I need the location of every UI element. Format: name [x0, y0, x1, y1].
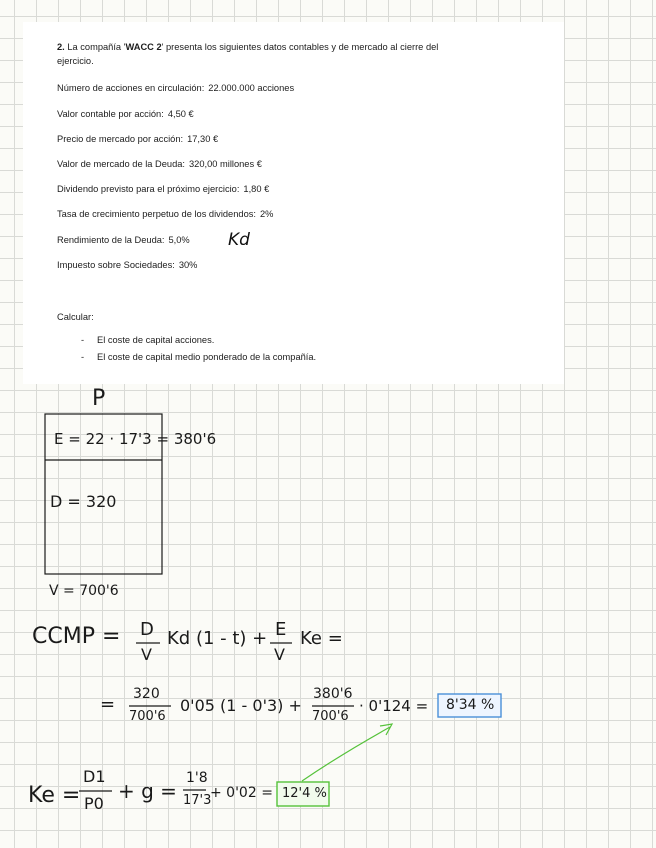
- ke-d1: D1: [83, 767, 106, 786]
- ke-result: 12'4 %: [282, 786, 327, 801]
- ke-num-18: 1'8: [186, 770, 208, 786]
- ke-plus-g: + g =: [118, 779, 177, 803]
- bullet-item: - El coste de capital medio ponderado de la compañía.: [81, 352, 316, 369]
- row-label: Tasa de crecimiento perpetuo de los dividendos:: [57, 209, 256, 219]
- equity-equation: E = 22 · 17'3 = 380'6: [54, 430, 217, 448]
- sub-equals: =: [100, 694, 116, 715]
- row-label: Número de acciones en circulación:: [57, 83, 205, 93]
- problem-number: 2.: [57, 42, 65, 52]
- green-arrow: [302, 727, 390, 781]
- ccmp-v2: V: [274, 645, 285, 664]
- ke-tail: + 0'02 =: [210, 785, 273, 801]
- row-value: 320,00 millones €: [189, 159, 262, 169]
- ccmp-v1: V: [141, 645, 152, 664]
- row-value: 1,80 €: [243, 184, 270, 194]
- row-value: 17,30 €: [187, 134, 219, 144]
- calc-title: Calcular:: [57, 312, 94, 322]
- company-name: WACC 2: [125, 42, 162, 52]
- total-value: V = 700'6: [49, 583, 119, 599]
- sub-den-7006: 700'6: [129, 709, 166, 724]
- row-label: Valor de mercado de la Deuda:: [57, 159, 185, 169]
- ccmp-kd: Kd (1 - t) +: [167, 628, 268, 649]
- row-value: 22.000.000 acciones: [208, 83, 295, 93]
- intro-text-a: La compañía ': [64, 42, 126, 52]
- ccmp-d: D: [140, 619, 154, 640]
- ccmp-label: CCMP =: [32, 624, 121, 649]
- row-label: Impuesto sobre Sociedades:: [57, 260, 175, 270]
- sub-tail: · 0'124 =: [359, 697, 429, 715]
- row-label: Dividendo previsto para el próximo ejercicio:: [57, 184, 240, 194]
- row-value: 4,50 €: [167, 109, 194, 119]
- wacc-result: 8'34 %: [446, 697, 495, 713]
- intro-text-c: ejercicio.: [57, 56, 94, 66]
- sub-num-320: 320: [133, 686, 160, 702]
- row-value: 5,0%: [168, 235, 190, 245]
- box-header-p: P: [92, 386, 106, 411]
- intro-text-b: ' presenta los siguientes datos contables y de mercado al cierre del: [161, 42, 439, 52]
- row-value: 30%: [178, 260, 198, 270]
- kd-handwritten-note: Kd: [228, 230, 250, 250]
- sub-middle: 0'05 (1 - 0'3) +: [180, 696, 302, 715]
- ccmp-ke: Ke =: [300, 628, 343, 649]
- sub-den-7006-b: 700'6: [312, 709, 349, 724]
- ke-den-173: 17'3: [183, 793, 212, 808]
- sub-num-3806: 380'6: [313, 686, 353, 702]
- bullet-item: - El coste de capital acciones.: [81, 335, 316, 352]
- row-label: Valor contable por acción:: [57, 109, 164, 119]
- row-label: Precio de mercado por acción:: [57, 134, 184, 144]
- debt-value: D = 320: [50, 492, 117, 511]
- ke-p0: P0: [84, 794, 104, 813]
- row-label: Rendimiento de la Deuda:: [57, 235, 165, 245]
- ccmp-e: E: [275, 619, 287, 640]
- row-value: 2%: [259, 209, 274, 219]
- ke-label: Ke =: [28, 783, 81, 808]
